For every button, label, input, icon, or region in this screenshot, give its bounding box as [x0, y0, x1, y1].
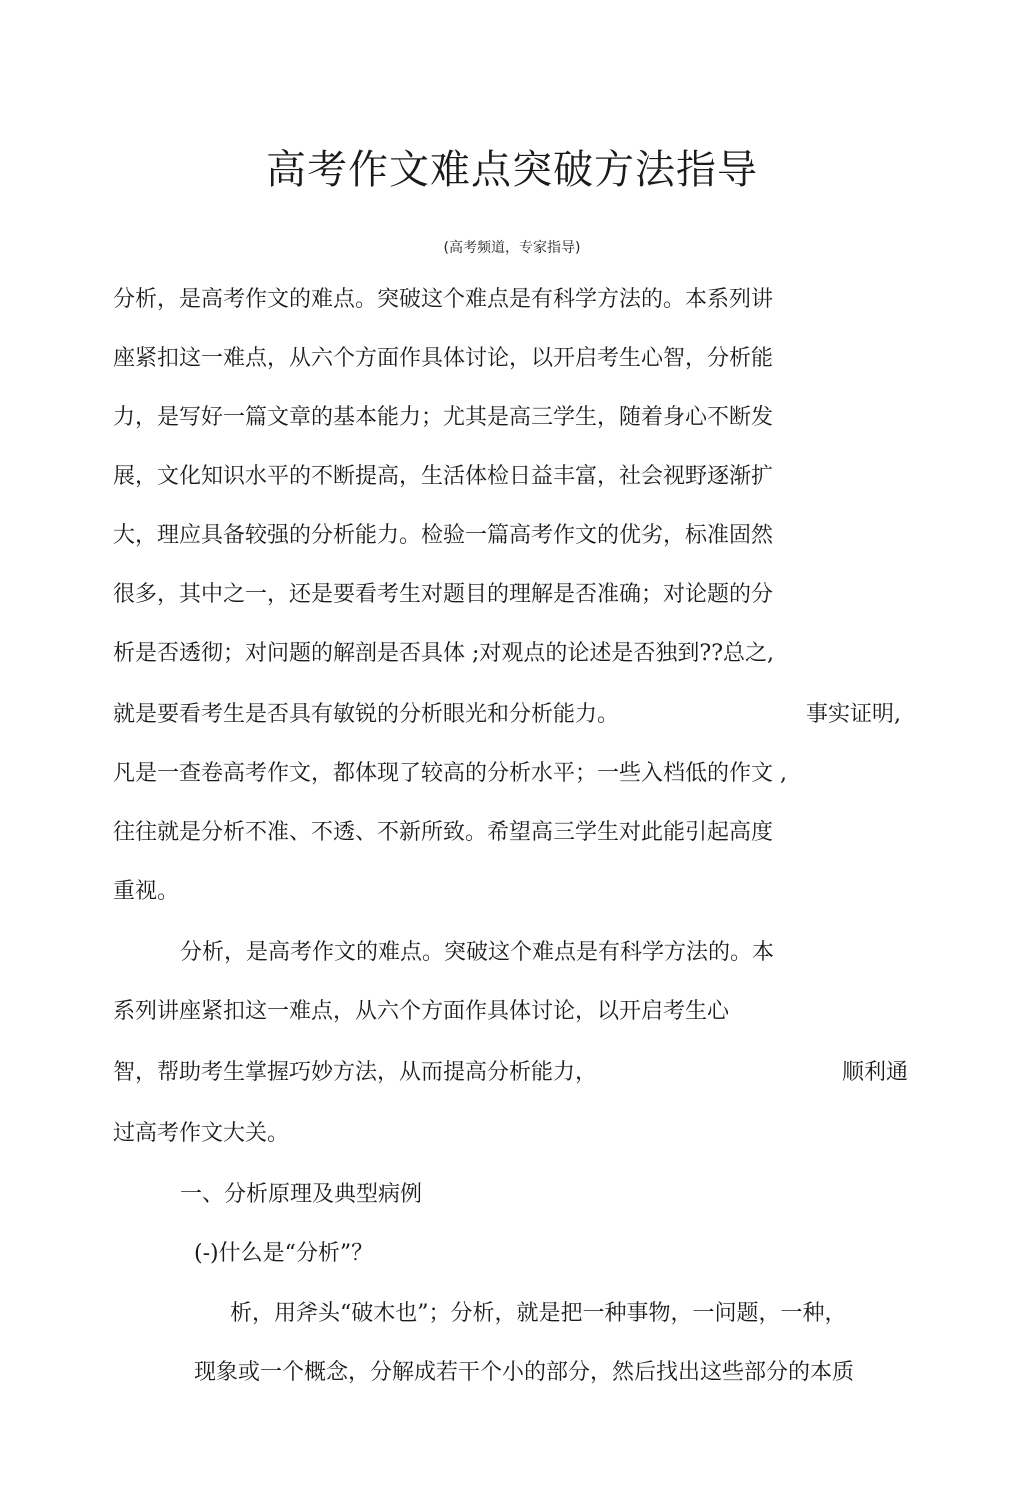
section-heading: 一、分析原理及典型病例 — [180, 1182, 423, 1207]
paragraph-line: 分析，是高考作文的难点。突破这个难点是有科学方法的。本系列讲 — [113, 287, 774, 312]
paragraph-line: 力，是写好一篇文章的基本能力；尤其是高三学生，随着身心不断发 — [113, 405, 774, 430]
paragraph-line: 析，用斧头“破木也”；分析，就是把一种事物，一问题，一种， — [230, 1301, 847, 1326]
paragraph-line: 凡是一查卷高考作文，都体现了较高的分析水平；一些入档低的作文 , — [113, 761, 787, 786]
paragraph-line: 顺利通 — [842, 1060, 909, 1085]
paragraph-line: 析是否透彻；对问题的解剖是否具体 ;对观点的论述是否独到??总之, — [113, 641, 774, 666]
paragraph-line: 展，文化知识水平的不断提高，生活体检日益丰富，社会视野逐渐扩 — [113, 464, 774, 489]
paragraph-line: 大，理应具备较强的分析能力。检验一篇高考作文的优劣，标准固然 — [113, 523, 774, 548]
paragraph-line: 很多，其中之一，还是要看考生对题目的理解是否准确；对论题的分 — [113, 582, 774, 607]
paragraph-line: 就是要看考生是否具有敏锐的分析眼光和分析能力。 — [113, 702, 620, 727]
paragraph-line: 往往就是分析不准、不透、不新所致。希望高三学生对此能引起高度 — [113, 820, 774, 845]
paragraph-line: 座紧扣这一难点，从六个方面作具体讨论，以开启考生心智，分析能 — [113, 346, 774, 371]
paragraph-line: 分析，是高考作文的难点。突破这个难点是有科学方法的。本 — [180, 940, 775, 965]
paragraph-line: 过高考作文大关。 — [113, 1121, 290, 1146]
paragraph-line: 现象或一个概念，分解成若干个小的部分，然后找出这些部分的本质 — [194, 1360, 855, 1385]
paragraph-line: 事实证明, — [806, 702, 901, 727]
subsection-heading: (-)什么是“分析”？ — [194, 1241, 374, 1266]
paragraph-line: 系列讲座紧扣这一难点，从六个方面作具体讨论，以开启考生心 — [113, 999, 730, 1024]
paragraph-line: 智，帮助考生掌握巧妙方法，从而提高分析能力， — [113, 1060, 598, 1085]
document-title: 高考作文难点突破方法指导 — [266, 147, 758, 193]
paragraph-line: 重视。 — [113, 879, 180, 904]
document-subtitle: (高考频道，专家指导) — [443, 240, 581, 256]
